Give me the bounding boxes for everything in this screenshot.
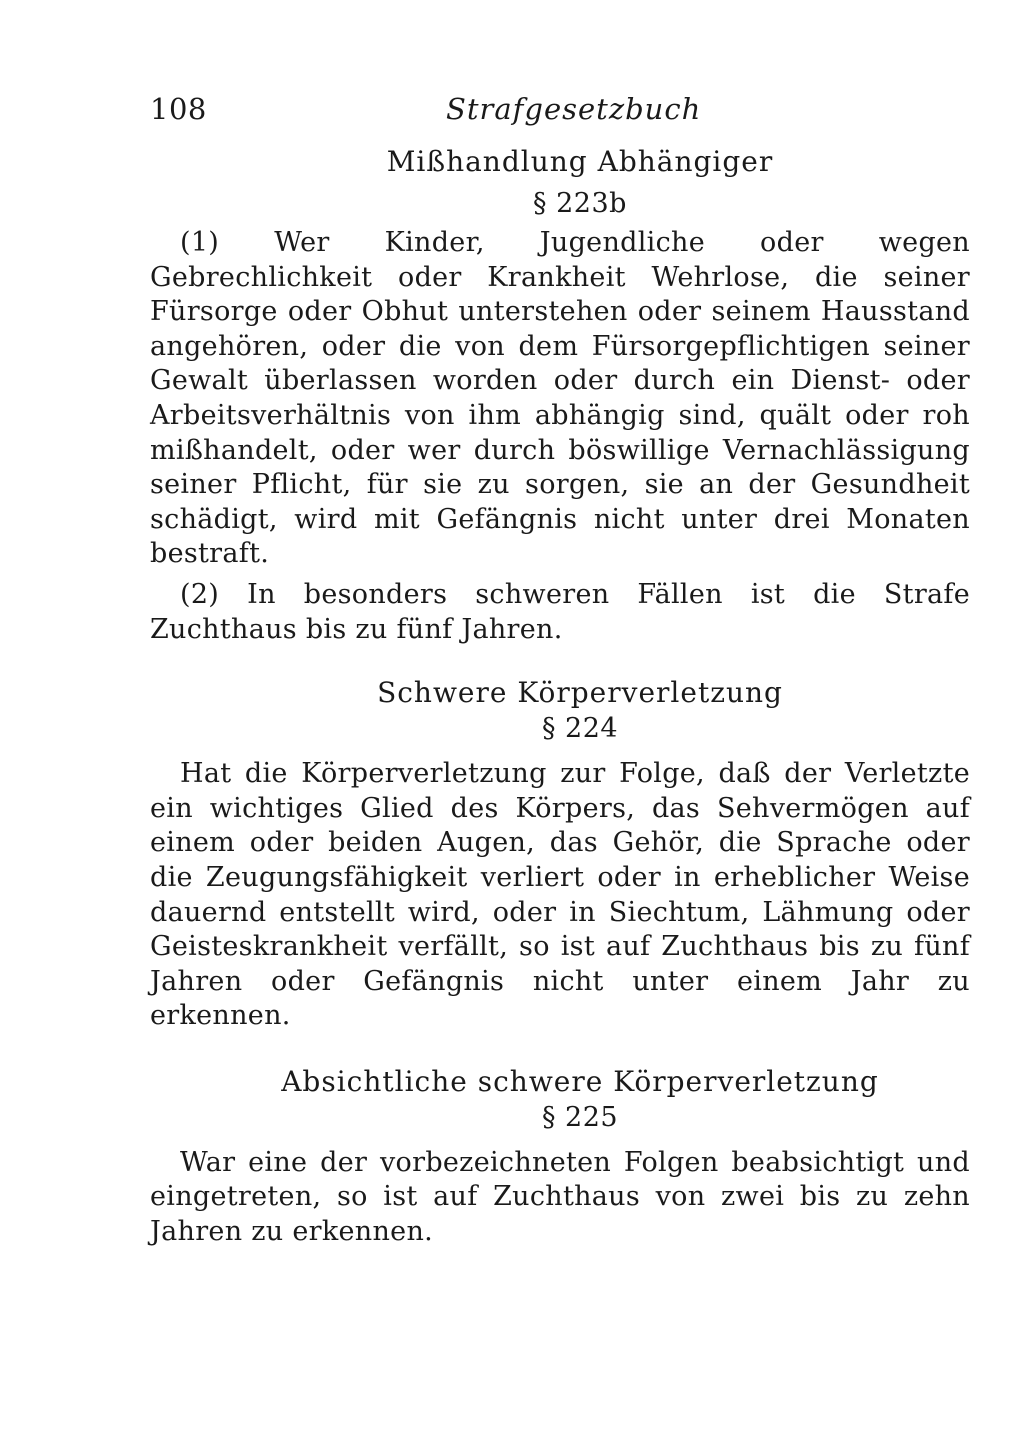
section-224 [150,675,970,1034]
section-number: § 224 [541,713,619,745]
book-page [150,88,970,1250]
section-number: § 223b [533,188,627,219]
page-header [150,88,970,134]
section-225 [150,1064,970,1250]
page-number: 108 [150,92,207,126]
section-title: Schwere Körperverletzung [377,676,783,710]
section-number: § 225 [541,1101,619,1133]
section-title: Absichtliche schwere Körperverletzung [281,1064,879,1098]
paragraph: (1) Wer Kinder, Jugendliche oder wegen Gebrechlichkeit oder Krankheit Wehrlose, die seiner Fürsorge oder Obhut unterstehen oder seinem Hausstand angehören, oder die von dem Fürsorgepflichtigen seiner Gewalt überlassen worden oder durch ein Dienst- oder Arbeitsverhältnis von ihm abhängig sind, quält oder roh mißhandelt, oder wer durch böswillige Vernachlässigung seiner Pflicht, für sie zu sorgen, sie an der Gesundheit schädigt, wird mit Gefängnis nicht unter drei Monaten bestraft. [150,227,970,570]
section-223b [150,144,970,647]
paragraph: Hat die Körperverletzung zur Folge, daß der Verletzte ein wichtiges Glied des Körpers, das Sehvermögen auf einem oder beiden Augen, das Gehör, die Sprache oder die Zeugungsfähigkeit verliert oder in erheblicher Weise dauernd entstellt wird, oder in Siechtum, Lähmung oder Geisteskrankheit verfällt, so ist auf Zuchthaus bis zu fünf Jahren oder Gefängnis nicht unter einem Jahr zu erkennen. [150,758,970,1032]
running-title: Strafgesetzbuch [446,92,702,126]
section-title: Mißhandlung Abhängiger [386,145,774,178]
paragraph: War eine der vorbezeichneten Folgen beabsichtigt und eingetreten, so ist auf Zuchthaus von zwei bis zu zehn Jahren zu erkennen. [150,1146,970,1248]
paragraph: (2) In besonders schweren Fällen ist die Strafe Zuchthaus bis zu fünf Jahren. [150,578,970,645]
